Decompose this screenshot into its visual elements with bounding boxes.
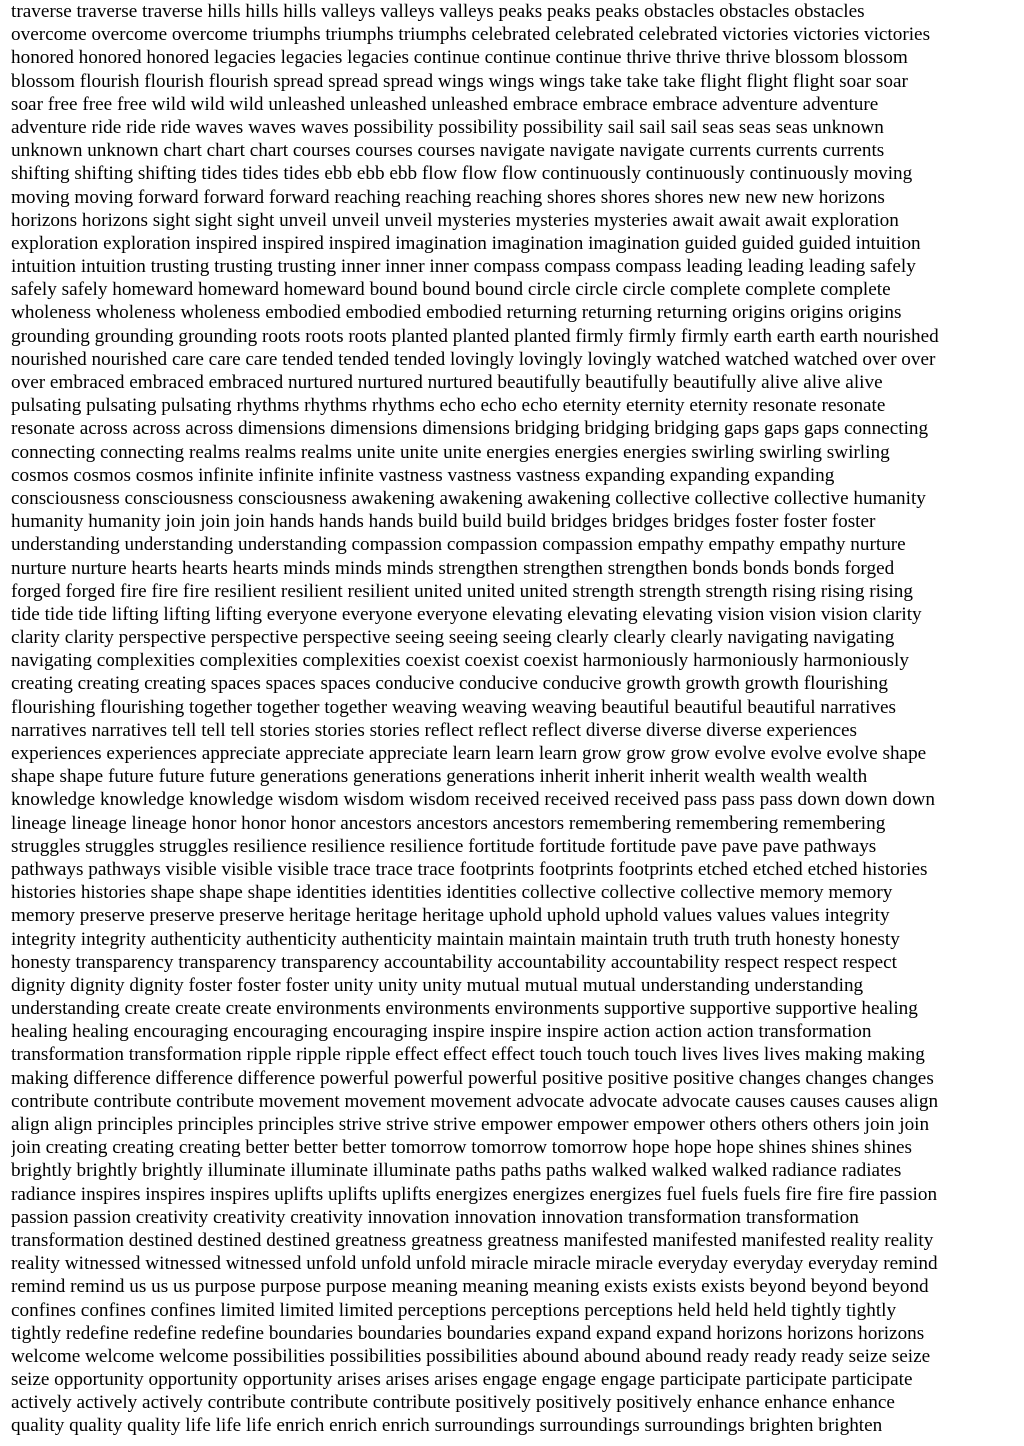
- text-line: experiences experiences appreciate appreciate appreciate learn learn learn grow grow grow evolve evolve evolve shape: [11, 743, 927, 764]
- text-line: understanding create create create environments environments environments supportive supportive supportive healing: [11, 998, 918, 1020]
- text-line: brightly brightly brightly illuminate illuminate illuminate paths paths paths walked walked walked radiance radiates: [11, 1160, 902, 1182]
- text-line: traverse traverse traverse hills hills hills valleys valleys valleys peaks peaks peaks obstacles obstacles obstacles: [11, 1, 865, 22]
- text-line: unknown unknown chart chart chart courses courses courses navigate navigate navigate currents currents currents: [11, 140, 885, 162]
- text-line: grounding grounding grounding roots roots roots planted planted planted firmly firmly firmly earth earth earth nourished: [11, 325, 939, 347]
- text-line: quality quality quality life life life enrich enrich enrich surroundings surroundings surroundings brighten brighten: [11, 1415, 883, 1437]
- text-line: memory preserve preserve preserve heritage heritage heritage uphold uphold uphold values values values integrity: [11, 905, 890, 927]
- text-line: tide tide tide lifting lifting lifting everyone everyone everyone elevating elevating elevating vision vision vision clarity: [11, 603, 922, 625]
- text-line: histories histories shape shape shape identities identities identities collective collective collective memory memory: [11, 882, 893, 904]
- text-line: honored honored honored legacies legacies legacies continue continue continue thrive thrive thrive blossom blossom: [11, 47, 908, 69]
- text-line: honesty transparency transparency transparency accountability accountability accountability respect respect respect: [11, 951, 897, 973]
- text-line: resonate across across across dimensions dimensions dimensions bridging bridging bridging gaps gaps gaps connecting: [11, 418, 929, 440]
- text-line: transformation destined destined destined greatness greatness greatness manifested manifested manifested reality reality: [11, 1229, 934, 1251]
- text-line: shape shape future future future generations generations generations inherit inherit inherit wealth wealth wealth: [11, 766, 868, 788]
- text-line: actively actively actively contribute contribute contribute positively positively positively enhance enhance enhance: [11, 1392, 895, 1414]
- text-line: pathways pathways visible visible visible trace trace trace footprints footprints footprints etched etched etched histories: [11, 858, 928, 880]
- text-line: dignity dignity dignity foster foster foster unity unity unity mutual mutual mutual understanding understanding: [11, 974, 864, 996]
- text-line: safely safely homeward homeward homeward bound bound bound circle circle circle complete complete complete: [11, 279, 891, 301]
- text-line: exploration exploration inspired inspired inspired imagination imagination imagination guided guided guided intuition: [11, 232, 921, 254]
- text-line: making difference difference difference powerful powerful powerful positive positive positive changes changes changes: [11, 1067, 934, 1089]
- text-line: connecting connecting realms realms realms unite unite unite energies energies energies swirling swirling swirling: [11, 441, 890, 463]
- text-line: nourished nourished care care care tended tended tended lovingly lovingly lovingly watched watched watched over over: [11, 348, 936, 370]
- text-line: lineage lineage lineage honor honor honor ancestors ancestors ancestors remembering remembering remembering: [11, 812, 886, 834]
- text-line: seize opportunity opportunity opportunity arises arises arises engage engage engage participate participate participate: [11, 1369, 913, 1391]
- text-line: contribute contribute contribute movement movement movement advocate advocate advocate causes causes causes align: [11, 1090, 939, 1112]
- text-line: creating creating creating spaces spaces spaces conducive conducive conducive growth growth growth flourishing: [11, 673, 888, 695]
- text-line: remind remind us us us purpose purpose purpose meaning meaning meaning exists exists exists beyond beyond beyond: [11, 1276, 929, 1298]
- text-line: healing healing encouraging encouraging encouraging inspire inspire inspire action action action transformation: [11, 1021, 872, 1043]
- text-line: clarity clarity perspective perspective perspective seeing seeing seeing clearly clearly clearly navigating navigating: [11, 627, 895, 649]
- text-line: moving moving forward forward forward reaching reaching reaching shores shores shores new new new horizons: [11, 186, 885, 208]
- text-line: struggles struggles struggles resilience resilience resilience fortitude fortitude fortitude pave pave pave pathways: [11, 835, 877, 857]
- document-page: [11, 0, 1015, 1438]
- text-line: radiance inspires inspires inspires uplifts uplifts uplifts energizes energizes energizes fuel fuels fuels fire fire fire passion: [11, 1183, 938, 1205]
- text-line: tightly redefine redefine redefine boundaries boundaries boundaries expand expand expand horizons horizons horizons: [11, 1322, 925, 1344]
- text-line: confines confines confines limited limited limited perceptions perceptions perceptions held held held tightly tightly: [11, 1299, 897, 1321]
- text-line: humanity humanity join join join hands hands hands build build build bridges bridges bridges foster foster foster: [11, 511, 876, 533]
- text-line: align align principles principles principles strive strive strive empower empower empower others others others join join: [11, 1114, 930, 1135]
- text-line: forged forged fire fire fire resilient resilient resilient united united united strength strength strength rising rising rising: [11, 580, 913, 602]
- text-line: over embraced embraced embraced nurtured nurtured nurtured beautifully beautifully beautifully alive alive alive: [11, 372, 883, 393]
- text-line: soar free free free wild wild wild unleashed unleashed unleashed embrace embrace embrace adventure adventure: [11, 93, 879, 115]
- text-line: passion passion creativity creativity creativity innovation innovation innovation transformation transformation: [11, 1206, 859, 1228]
- text-line: join creating creating creating better better better tomorrow tomorrow tomorrow hope hope hope shines shines shines: [11, 1137, 913, 1159]
- text-line: pulsating pulsating pulsating rhythms rhythms rhythms echo echo echo eternity eternity eternity resonate resonate: [11, 395, 886, 417]
- text-line: narratives narratives tell tell tell stories stories stories reflect reflect reflect diverse diverse diverse experiences: [11, 719, 858, 741]
- text-line: knowledge knowledge knowledge wisdom wisdom wisdom received received received pass pass pass down down down: [11, 789, 935, 811]
- text-line: flourishing flourishing together together together weaving weaving weaving beautiful beautiful beautiful narratives: [11, 696, 897, 718]
- text-line: understanding understanding understanding compassion compassion compassion empathy empathy empathy nurture: [11, 534, 906, 556]
- text-line: shifting shifting shifting tides tides tides ebb ebb ebb flow flow flow continuously continuously continuously moving: [11, 163, 913, 185]
- text-line: welcome welcome welcome possibilities possibilities possibilities abound abound abound ready ready ready seize seize: [11, 1345, 931, 1367]
- text-line: adventure ride ride ride waves waves waves possibility possibility possibility sail sail sail seas seas seas unknown: [11, 116, 884, 138]
- text-line: intuition intuition trusting trusting trusting inner inner inner compass compass compass leading leading leading safely: [11, 256, 916, 278]
- text-line: horizons horizons sight sight sight unveil unveil unveil mysteries mysteries mysteries await await await exploration: [11, 209, 899, 231]
- text-line: consciousness consciousness consciousness awakening awakening awakening collective collective collective humanity: [11, 487, 926, 509]
- text-line: navigating complexities complexities complexities coexist coexist coexist harmoniously harmoniously harmoniously: [11, 650, 909, 672]
- text-line: reality witnessed witnessed witnessed unfold unfold unfold miracle miracle miracle everyday everyday everyday remind: [11, 1253, 938, 1275]
- text-line: transformation transformation ripple ripple ripple effect effect effect touch touch touch lives lives lives making making: [11, 1044, 925, 1066]
- text-line: nurture nurture hearts hearts hearts minds minds minds strengthen strengthen strengthen bonds bonds bonds forged: [11, 557, 895, 579]
- text-line: wholeness wholeness wholeness embodied embodied embodied returning returning returning origins origins origins: [11, 302, 902, 324]
- text-line: blossom flourish flourish flourish spread spread spread wings wings wings take take take flight flight flight soar soar: [11, 70, 908, 92]
- text-line: integrity integrity authenticity authenticity authenticity maintain maintain maintain truth truth truth honesty honesty: [11, 928, 900, 950]
- text-line: overcome overcome overcome triumphs triumphs triumphs celebrated celebrated celebrated victories victories victories: [11, 24, 931, 46]
- text-line: cosmos cosmos cosmos infinite infinite infinite vastness vastness vastness expanding expanding expanding: [11, 464, 835, 486]
